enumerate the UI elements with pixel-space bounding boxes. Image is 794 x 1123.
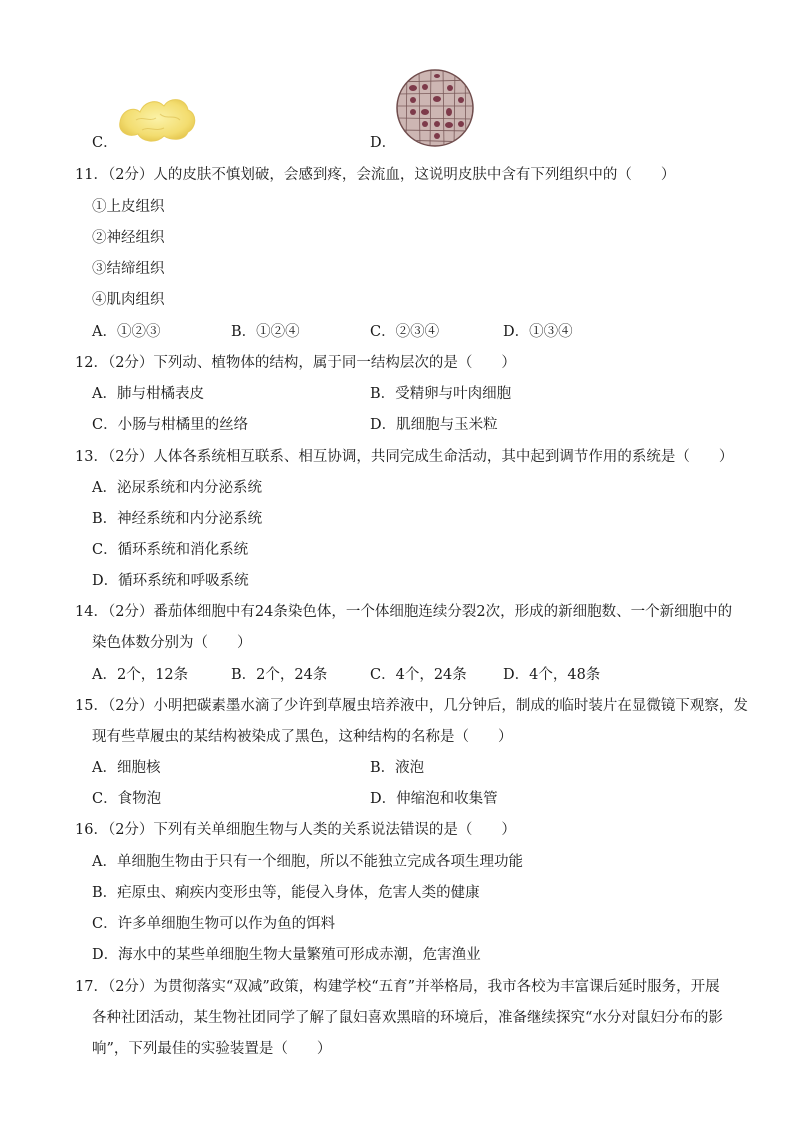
question-11-item-4: ④肌肉组织: [92, 292, 165, 308]
question-14-stem-line-1: 14．（2分）番茄体细胞中有24条染色体，一个体细胞连续分裂2次，形成的新细胞数、一个新细胞中的: [75, 604, 733, 620]
question-17-stem-line-2: 各种社团活动，某生物社团同学了解了鼠妇喜欢黑暗的环境后，准备继续探究“水分对鼠妇分布的影: [92, 1010, 723, 1026]
question-15-stem-line-2: 现有些草履虫的某结构被染成了黑色，这种结构的名称是（ ）: [92, 729, 513, 745]
question-11-option-b: B．①②④: [231, 324, 300, 340]
option-c-tissue-image: [116, 92, 200, 144]
question-14-option-c: C．4个，24条: [370, 667, 467, 683]
question-16-option-c: C．许多单细胞生物可以作为鱼的饵料: [92, 916, 336, 932]
question-15-stem-line-1: 15．（2分）小明把碳素墨水滴了少许到草履虫培养液中，几分钟后，制成的临时装片在显微镜下观察，发: [75, 698, 748, 714]
question-12-option-d: D．肌细胞与玉米粒: [370, 417, 498, 433]
option-c-label: C．: [92, 135, 118, 151]
question-13-option-d: D．循环系统和呼吸系统: [92, 573, 249, 589]
question-12-stem: 12．（2分）下列动、植物体的结构，属于同一结构层次的是（ ）: [75, 355, 516, 371]
question-15-option-b: B．液泡: [370, 760, 425, 776]
question-11-item-2: ②神经组织: [92, 230, 165, 246]
question-16-option-a: A．单细胞生物由于只有一个细胞，所以不能独立完成各项生理功能: [92, 854, 523, 870]
question-12-option-a: A．肺与柑橘表皮: [92, 386, 204, 402]
question-11-item-1: ①上皮组织: [92, 199, 165, 215]
question-11-item-3: ③结缔组织: [92, 261, 165, 277]
question-17-stem-line-3: 响”，下列最佳的实验装置是（ ）: [92, 1041, 332, 1057]
question-13-stem: 13．（2分）人体各系统相互联系、相互协调，共同完成生命活动，其中起到调节作用的系统是（ ）: [75, 449, 734, 465]
question-13-option-b: B．神经系统和内分泌系统: [92, 511, 263, 527]
question-11-option-c: C．②③④: [370, 324, 440, 340]
question-16-option-d: D．海水中的某些单细胞生物大量繁殖可形成赤潮，危害渔业: [92, 947, 481, 963]
option-d-label: D．: [370, 135, 397, 151]
question-13-option-c: C．循环系统和消化系统: [92, 542, 249, 558]
question-14-stem-line-2: 染色体数分别为（ ）: [92, 635, 252, 651]
question-13-option-a: A．泌尿系统和内分泌系统: [92, 480, 262, 496]
question-12-option-b: B．受精卵与叶肉细胞: [370, 386, 512, 402]
question-11-stem: 11．（2分）人的皮肤不慎划破，会感到疼，会流血，这说明皮肤中含有下列组织中的（ ）: [75, 167, 676, 183]
option-d-microscope-image: [395, 68, 475, 148]
question-16-option-b: B．疟原虫、痢疾内变形虫等，能侵入身体，危害人类的健康: [92, 885, 480, 901]
question-11-option-a: A．①②③: [92, 324, 161, 340]
question-15-option-a: A．细胞核: [92, 760, 161, 776]
question-14-option-d: D．4个，48条: [503, 667, 601, 683]
question-16-stem: 16．（2分）下列有关单细胞生物与人类的关系说法错误的是（ ）: [75, 822, 516, 838]
question-12-option-c: C．小肠与柑橘里的丝络: [92, 417, 249, 433]
question-15-option-d: D．伸缩泡和收集管: [370, 791, 498, 807]
question-17-stem-line-1: 17．（2分）为贯彻落实“双减”政策，构建学校“五育”并举格局，我市各校为丰富课后延时服务，开展: [75, 979, 720, 995]
question-14-option-b: B．2个，24条: [231, 667, 328, 683]
question-15-option-c: C．食物泡: [92, 791, 162, 807]
question-14-option-a: A．2个，12条: [92, 667, 189, 683]
question-11-option-d: D．①③④: [503, 324, 573, 340]
